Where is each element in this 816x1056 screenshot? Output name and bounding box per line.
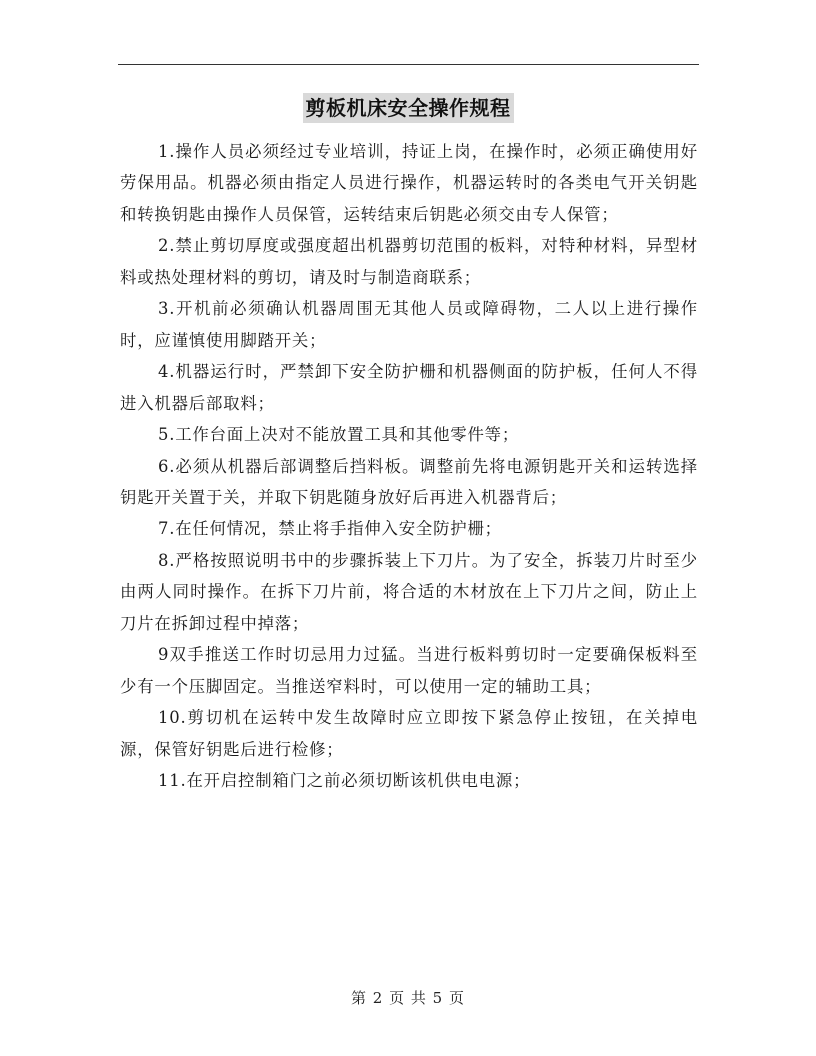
- paragraph-3: 3.开机前必须确认机器周围无其他人员或障碍物，二人以上进行操作时，应谨慎使用脚踏开关；: [120, 299, 698, 350]
- title-container: [0, 93, 816, 123]
- paragraph-10: 10.剪切机在运转中发生故障时应立即按下紧急停止按钮，在关掉电源，保管好钥匙后进行检修；: [120, 708, 698, 759]
- paragraph-7: 7.在任何情况，禁止将手指伸入安全防护栅；: [158, 519, 502, 539]
- paragraph-6: 6.必须从机器后部调整后挡料板。调整前先将电源钥匙开关和运转选择钥匙开关置于关，并取下钥匙随身放好后再进入机器背后；: [120, 456, 698, 507]
- page-number-footer: 第 2 页 共 5 页: [351, 989, 465, 1007]
- paragraph-11: 11.在开启控制箱门之前必须切断该机供电电源；: [158, 771, 531, 791]
- document-title: 剪板机床安全操作规程: [303, 93, 514, 123]
- document-body: [120, 136, 698, 797]
- paragraph-5: 5.工作台面上决对不能放置工具和其他零件等；: [158, 425, 520, 445]
- paragraph-4: 4.机器运行时，严禁卸下安全防护栅和机器侧面的防护板，任何人不得进入机器后部取料；: [120, 362, 698, 413]
- paragraph-1: 1.操作人员必须经过专业培训，持证上岗，在操作时，必须正确使用好劳保用品。机器必须由指定人员进行操作，机器运转时的各类电气开关钥匙和转换钥匙由操作人员保管，运转结束后钥匙必须交由专人保管；: [120, 142, 698, 224]
- paragraph-8: 8.严格按照说明书中的步骤拆装上下刀片。为了安全，拆装刀片时至少由两人同时操作。在拆下刀片前，将合适的木材放在上下刀片之间，防止上刀片在拆卸过程中掉落；: [120, 550, 698, 633]
- paragraph-2: 2.禁止剪切厚度或强度超出机器剪切范围的板料，对特种材料，异型材料或热处理材料的剪切，请及时与制造商联系；: [120, 236, 698, 287]
- paragraph-9: 9双手推送工作时切忌用力过猛。当进行板料剪切时一定要确保板料至少有一个压脚固定。当推送窄料时，可以使用一定的辅助工具；: [120, 645, 698, 696]
- header-rule: [118, 64, 699, 65]
